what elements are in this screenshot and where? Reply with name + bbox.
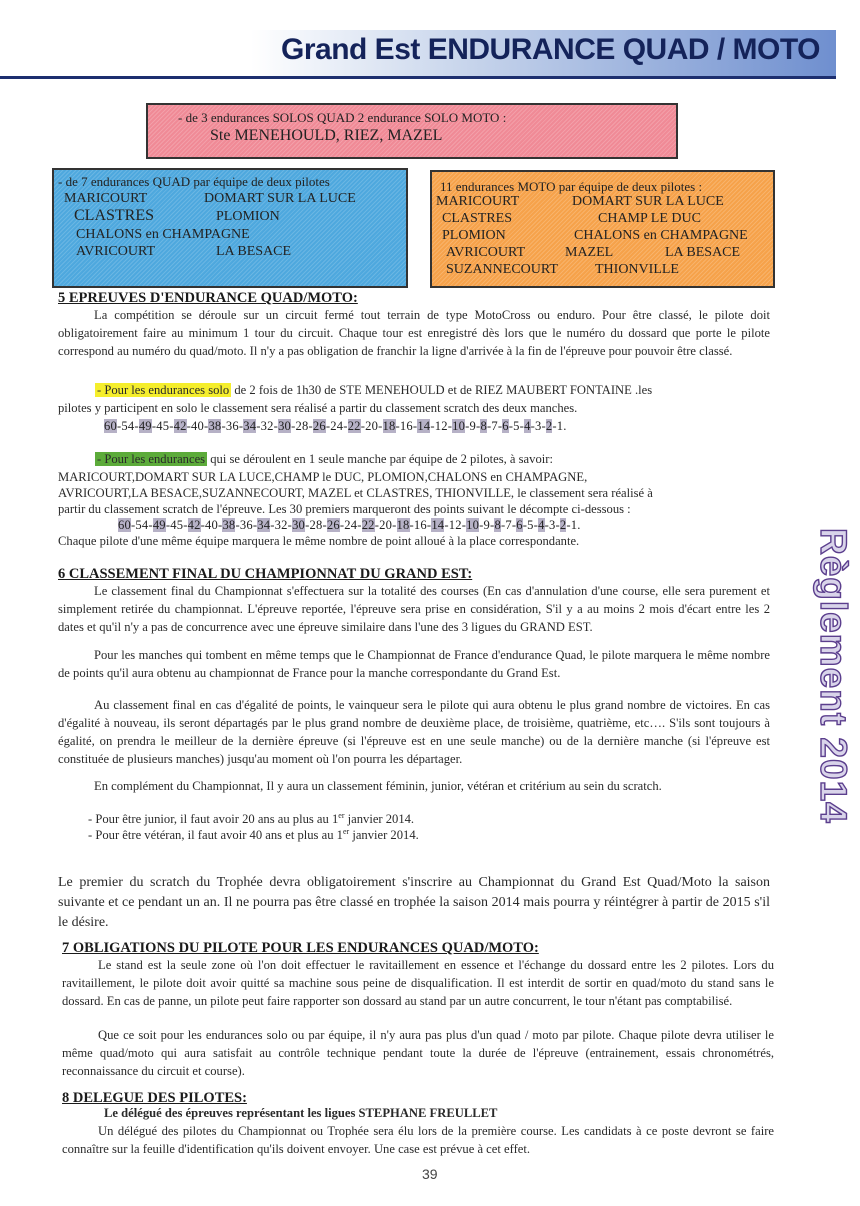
quad-city: DOMART SUR LA LUCE bbox=[204, 191, 356, 206]
points-separator: - bbox=[490, 518, 495, 532]
points-value: 10 bbox=[452, 419, 466, 433]
quad-box-heading: - de 7 endurances QUAD par équipe de deux pilotes bbox=[58, 174, 330, 189]
points-separator: - bbox=[238, 419, 244, 433]
points-value: 2 bbox=[545, 419, 553, 433]
section-5-paragraph bbox=[58, 306, 770, 360]
points-value: 14 bbox=[417, 419, 431, 433]
points-separator: - bbox=[117, 419, 122, 433]
points-value: 16 bbox=[413, 518, 427, 532]
section-8-subtitle: Le délégué des épreuves représentant les ligues STEPHANE FREULLET bbox=[104, 1106, 498, 1120]
team-line1 bbox=[95, 452, 553, 467]
points-separator: - bbox=[186, 419, 192, 433]
points-value: 38 bbox=[222, 518, 236, 532]
points-separator: - bbox=[378, 419, 383, 433]
points-value: 18 bbox=[382, 419, 396, 433]
points-separator: - bbox=[544, 518, 549, 532]
points-separator: - bbox=[530, 419, 535, 433]
points-separator: - bbox=[555, 518, 560, 532]
points-separator: - bbox=[511, 518, 517, 532]
points-value: 6 bbox=[516, 518, 523, 532]
points-separator: - bbox=[519, 419, 525, 433]
points-separator: - bbox=[497, 419, 503, 433]
points-value: 22 bbox=[347, 419, 361, 433]
points-separator: - bbox=[533, 518, 539, 532]
points-value: 16 bbox=[399, 419, 413, 433]
points-value: 34 bbox=[243, 419, 257, 433]
points-separator: - bbox=[165, 518, 171, 532]
points-separator: - bbox=[357, 518, 362, 532]
quad-city: CHALONS en CHAMPAGNE bbox=[76, 227, 250, 242]
section-6-para5: Le premier du scratch du Trophée devra obligatoirement s'inscrire au Championnat du Grand Est Quad/Moto la saison suivante et ce pendant un an. Il ne pourra pas être classé en trophée la saison 2014 mais pourra y réintégrer à partir de 2015 s'il le désire. bbox=[58, 875, 770, 930]
section-5-title: 5 EPREUVES D'ENDURANCE QUAD/MOTO: bbox=[58, 290, 358, 306]
points-value: 8 bbox=[494, 518, 501, 532]
points-separator: . bbox=[577, 518, 581, 532]
points-value: 32 bbox=[274, 518, 288, 532]
points-value: 42 bbox=[173, 419, 187, 433]
points-value: 49 bbox=[138, 419, 152, 433]
points-value: 7 bbox=[505, 518, 512, 532]
points-separator: - bbox=[308, 419, 313, 433]
points-value: 60 bbox=[104, 419, 117, 433]
points-value: 5 bbox=[527, 518, 534, 532]
points-separator: - bbox=[500, 518, 506, 532]
points-separator: - bbox=[325, 419, 331, 433]
points-separator: - bbox=[151, 419, 157, 433]
team-text1: qui se déroulent en 1 seule manche par équipe de 2 pilotes, à savoir: bbox=[210, 452, 553, 466]
quad-city: AVRICOURT bbox=[76, 244, 156, 259]
points-value: 10 bbox=[466, 518, 480, 532]
team-points-scale bbox=[118, 518, 581, 533]
moto-city: SUZANNECOURT bbox=[446, 262, 558, 277]
points-value: 1 bbox=[556, 419, 564, 433]
points-separator: - bbox=[221, 419, 226, 433]
page-title: Grand Est ENDURANCE QUAD / MOTO bbox=[281, 33, 820, 66]
points-separator: - bbox=[339, 518, 345, 532]
team-highlight: - Pour les endurances bbox=[97, 452, 206, 466]
points-separator: - bbox=[392, 518, 397, 532]
points-value: 3 bbox=[548, 518, 556, 532]
section-6-para4: En complément du Championnat, Il y aura un classement féminin, junior, vétéran et critérium au sein du scratch. bbox=[94, 779, 662, 793]
points-separator: . bbox=[563, 419, 567, 433]
points-separator: - bbox=[409, 518, 414, 532]
points-value: 28 bbox=[309, 518, 323, 532]
section-6-para2: Pour les manches qui tombent en même temps que le Championnat de France d'endurance Quad, le pilote marquera le même nombre de points qu'il aura obtenu au championnat de France pour la manche correspondante du Grand Est. bbox=[58, 648, 770, 680]
bullet-junior bbox=[88, 812, 414, 827]
section-7-para2: Que ce soit pour les endurances solo ou par équipe, il n'y aura pas plus d'un quad / moto par pilote. Chaque pilote devra utiliser le même quad/moto qui aura satisfait au contrôle technique pendant toute la durée de l'épreuve (entrainement, essais chronométrés, reconnaissance du circuit et course). bbox=[62, 1028, 774, 1078]
points-value: 9 bbox=[483, 518, 491, 532]
solo-points-scale bbox=[104, 419, 567, 434]
points-value: 24 bbox=[330, 419, 344, 433]
points-separator: - bbox=[322, 518, 327, 532]
team-text5: Chaque pilote d'une même équipe marquera le même nombre de point alloué à la place correspondante. bbox=[58, 534, 580, 548]
points-separator: - bbox=[287, 518, 293, 532]
points-value: 22 bbox=[361, 518, 375, 532]
moto-city: PLOMION bbox=[442, 228, 506, 243]
points-separator: - bbox=[134, 419, 139, 433]
section-5-para1: La compétition se déroule sur un circuit fermé tout terrain de type MotoCross ou enduro. Pour être classé, le pilote doit obligatoirement faire au minimum 1 tour du circuit. Chaque tour est enregistré dès lors que le numéro du dossard que porte le pilote correspond au numéro du quad/moto. Il n'y a pas obligation de franchir la ligne d'arrivée à la fin de l'épreuve pour pouvoir être classé. bbox=[58, 308, 770, 358]
points-value: 30 bbox=[278, 419, 292, 433]
moto-city: MAZEL bbox=[565, 245, 614, 260]
points-value: 54 bbox=[135, 518, 149, 532]
points-value: 7 bbox=[491, 419, 498, 433]
points-value: 18 bbox=[396, 518, 410, 532]
points-separator: - bbox=[131, 518, 136, 532]
moto-city: LA BESACE bbox=[665, 245, 741, 260]
points-separator: - bbox=[343, 419, 348, 433]
points-value: 6 bbox=[502, 419, 509, 433]
header-rule bbox=[0, 76, 836, 79]
points-separator: - bbox=[291, 419, 296, 433]
points-value: 20 bbox=[365, 419, 379, 433]
points-separator: - bbox=[360, 419, 366, 433]
bullet-junior-text-end: janvier 2014. bbox=[344, 812, 415, 826]
section-6-para1: Le classement final du Championnat s'effectuera sur la totalité des courses (En cas d'annulation d'une course, elle sera purement et simplement retirée du championnat. L'épreuve reportée, l'épreuve sera prise en considération, S'il y a au moins 2 mois d'écart entre les 2 dates et qu'il n'y a pas de concurrence avec une épreuve similaire dans l'une des 3 ligues du GRAND EST. bbox=[58, 584, 770, 634]
points-separator: - bbox=[200, 518, 206, 532]
points-value: 45 bbox=[170, 518, 184, 532]
points-value: 54 bbox=[121, 419, 135, 433]
points-separator: - bbox=[148, 518, 153, 532]
bullet-veteran-text-end: janvier 2014. bbox=[349, 828, 419, 842]
points-value: 34 bbox=[257, 518, 271, 532]
points-separator: - bbox=[541, 419, 546, 433]
points-separator: - bbox=[461, 518, 467, 532]
quad-city: CLASTRES bbox=[74, 207, 155, 224]
solo-line1 bbox=[95, 383, 652, 398]
bullet-veteran bbox=[88, 828, 419, 843]
points-value: 12 bbox=[434, 419, 448, 433]
points-value: 45 bbox=[156, 419, 170, 433]
section-7-para1-block bbox=[62, 956, 774, 1010]
solo-endurance-box bbox=[146, 103, 678, 159]
points-separator: - bbox=[426, 518, 432, 532]
points-value: 12 bbox=[448, 518, 462, 532]
section-7-para1: Le stand est la seule zone où l'on doit effectuer le ravitaillement en essence et l'échange du dossard entre les 2 pilotes. Lors du ravitaillement, le pilote doit avoir quitté sa machine sous peine de disqualification. Il est interdit de sortir en quad/moto du stand sans le dossard. En cas de panne, un pilote peut faire rapporter son dossard au stand par un autre concurrent, le tour n'étant pas comptabilisé. bbox=[62, 958, 774, 1008]
section-8-title: 8 DELEGUE DES PILOTES: bbox=[62, 1090, 247, 1106]
solo-box-line2: Ste MENEHOULD, RIEZ, MAZEL bbox=[210, 127, 443, 144]
section-6-para3-block bbox=[58, 696, 770, 768]
page-number: 39 bbox=[422, 1166, 438, 1182]
points-separator: - bbox=[252, 518, 258, 532]
bullet-junior-text: - Pour être junior, il faut avoir 20 ans au plus au 1 bbox=[88, 812, 339, 826]
points-separator: - bbox=[444, 518, 449, 532]
bullet-veteran-text: - Pour être vétéran, il faut avoir 40 ans et plus au 1 bbox=[88, 828, 343, 842]
points-separator: - bbox=[447, 419, 453, 433]
section-8-para1: Un délégué des pilotes du Championnat ou Trophée sera élu lors de la première course. Les candidats à ce poste devront se faire connaître sur la feuille d'identification qu'ils doivent envoyer. Une case est prévue à cet effet. bbox=[62, 1124, 774, 1156]
moto-box-heading: 11 endurances MOTO par équipe de deux pilotes : bbox=[440, 179, 703, 194]
points-separator: - bbox=[395, 419, 400, 433]
points-value: 4 bbox=[524, 419, 531, 433]
points-value: 38 bbox=[208, 419, 222, 433]
points-separator: - bbox=[486, 419, 492, 433]
points-value: 40 bbox=[191, 419, 205, 433]
points-separator: - bbox=[430, 419, 435, 433]
moto-city: CHAMP LE DUC bbox=[598, 211, 701, 226]
points-value: 40 bbox=[205, 518, 219, 532]
points-value: 2 bbox=[559, 518, 567, 532]
section-7-para2-block bbox=[62, 1026, 774, 1080]
points-separator: - bbox=[465, 419, 470, 433]
section-6-para4-block bbox=[58, 777, 770, 795]
points-separator: - bbox=[508, 419, 514, 433]
points-separator: - bbox=[218, 518, 223, 532]
section-6-para2-block bbox=[58, 646, 770, 682]
bullet-junior-sup: er bbox=[338, 810, 345, 820]
points-value: 28 bbox=[295, 419, 309, 433]
side-title-text: Règlement 2014 bbox=[813, 528, 854, 824]
moto-city: AVRICOURT bbox=[446, 245, 526, 260]
points-separator: - bbox=[412, 419, 418, 433]
points-value: 24 bbox=[344, 518, 358, 532]
points-separator: - bbox=[479, 518, 484, 532]
points-separator: - bbox=[204, 419, 209, 433]
moto-city: MARICOURT bbox=[436, 194, 520, 209]
points-separator: - bbox=[522, 518, 528, 532]
moto-city: THIONVILLE bbox=[595, 262, 679, 277]
points-separator: - bbox=[476, 419, 481, 433]
points-separator: - bbox=[183, 518, 188, 532]
points-separator: - bbox=[552, 419, 557, 433]
points-separator: - bbox=[235, 518, 240, 532]
points-separator: - bbox=[305, 518, 310, 532]
points-value: 9 bbox=[469, 419, 477, 433]
points-separator: - bbox=[374, 518, 380, 532]
moto-city: CLASTRES bbox=[442, 211, 513, 226]
points-value: 26 bbox=[312, 419, 326, 433]
points-value: 49 bbox=[152, 518, 166, 532]
section-6-para3: Au classement final en cas d'égalité de points, le vainqueur sera le pilote qui aura obtenu le plus grand nombre de victoires. En cas d'égalité à nouveau, ils seront départagés par le plus grand nombre de deuxième place, de troisième, quatrième, etc…. S'ils sont toujours à égalité, on prendra le meilleur de la dernière épreuve (si l'épreuve est en une seule manche) ou de la dernière manche (si l'épreuve est constituée de plusieurs manches) jusqu'au moment où l'on pourra les départager. bbox=[58, 698, 770, 766]
section-8-para1-block bbox=[62, 1122, 774, 1158]
points-value: 36 bbox=[239, 518, 253, 532]
points-value: 32 bbox=[260, 419, 274, 433]
points-value: 8 bbox=[480, 419, 487, 433]
section-6-para1-block bbox=[58, 582, 770, 636]
points-value: 1 bbox=[570, 518, 578, 532]
bullet-veteran-sup: er bbox=[342, 826, 350, 836]
section-7-title: 7 OBLIGATIONS DU PILOTE POUR LES ENDURANCES QUAD/MOTO: bbox=[62, 940, 539, 956]
quad-team-box bbox=[52, 168, 408, 288]
points-value: 4 bbox=[538, 518, 545, 532]
moto-team-box bbox=[430, 170, 775, 288]
points-value: 14 bbox=[431, 518, 445, 532]
points-value: 5 bbox=[513, 419, 520, 433]
quad-city: PLOMION bbox=[216, 209, 280, 224]
points-separator: - bbox=[169, 419, 174, 433]
points-separator: - bbox=[256, 419, 261, 433]
solo-highlight: - Pour les endurances solo bbox=[97, 383, 230, 397]
points-separator: - bbox=[273, 419, 279, 433]
team-text3: AVRICOURT,LA BESACE,SUZANNECOURT, MAZEL et CLASTRES, THIONVILLE, le classement sera réalisé à bbox=[58, 486, 653, 500]
points-separator: - bbox=[566, 518, 571, 532]
side-vertical-title bbox=[812, 528, 852, 858]
points-value: 36 bbox=[225, 419, 239, 433]
solo-text1: de 2 fois de 1h30 de STE MENEHOULD et de RIEZ MAUBERT FONTAINE .les bbox=[234, 383, 653, 397]
points-separator: - bbox=[270, 518, 275, 532]
points-value: 30 bbox=[292, 518, 306, 532]
moto-city: CHALONS en CHAMPAGNE bbox=[574, 228, 748, 243]
points-value: 20 bbox=[379, 518, 393, 532]
team-text2: MARICOURT,DOMART SUR LA LUCE,CHAMP le DUC, PLOMION,CHALONS en CHAMPAGNE, bbox=[58, 470, 588, 484]
points-value: 42 bbox=[187, 518, 201, 532]
points-value: 3 bbox=[534, 419, 542, 433]
solo-text2: pilotes y participent en solo le classement sera réalisé a partir du classement scratch des deux manches. bbox=[58, 401, 578, 415]
quad-city: LA BESACE bbox=[216, 244, 292, 259]
section-6-title: 6 CLASSEMENT FINAL DU CHAMPIONNAT DU GRAND EST: bbox=[58, 566, 473, 582]
points-value: 60 bbox=[118, 518, 131, 532]
quad-city: MARICOURT bbox=[64, 191, 148, 206]
team-text4: partir du classement scratch de l'épreuve. Les 30 premiers marqueront des points suivant le décompte ci-dessous : bbox=[58, 502, 631, 516]
solo-box-line1: - de 3 endurances SOLOS QUAD 2 endurance SOLO MOTO : bbox=[178, 110, 507, 125]
moto-city: DOMART SUR LA LUCE bbox=[572, 194, 724, 209]
points-value: 26 bbox=[326, 518, 340, 532]
